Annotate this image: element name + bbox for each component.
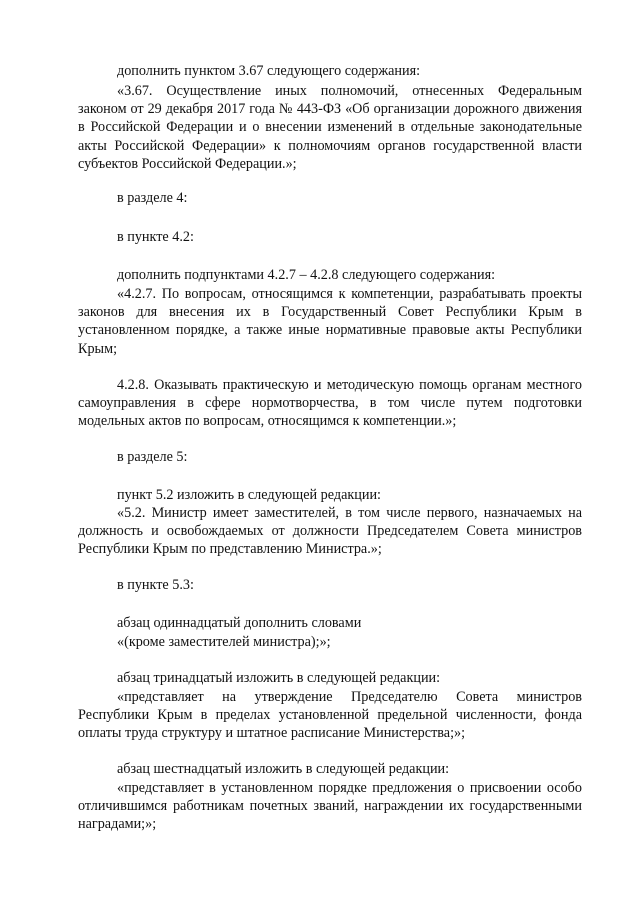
paragraph-amend-4-2-7-4-2-8: дополнить подпунктами 4.2.7 – 4.2.8 следующего содержания: xyxy=(117,267,496,283)
paragraph-section-5: в разделе 5: xyxy=(117,449,188,465)
paragraph-thirteenth-abzac-text: «представляет на утверждение Председателю Совета министров Республики Крым в пределах установленной предельной численности, фонда оплаты труда структуру и штатное расписание Министерства;»; xyxy=(78,689,582,742)
paragraph-thirteenth-abzac: абзац тринадцатый изложить в следующей редакции: xyxy=(117,670,441,686)
paragraph-eleventh-abzac: абзац одиннадцатый дополнить словами xyxy=(117,615,362,631)
paragraph-amend-3-67: дополнить пунктом 3.67 следующего содержания: xyxy=(117,63,421,79)
paragraph-3-67-text: «3.67. Осуществление иных полномочий, отнесенных Федеральным законом от 29 декабря 2017 года № 443-ФЗ «Об организации дорожного движения в Российской Федерации и о внесении изменений в отдельные законодательные акты Российской Федерации» к полномочиям органов государственной власти субъектов Российской Федерации.»; xyxy=(78,83,582,172)
paragraph-section-4: в разделе 4: xyxy=(117,190,188,206)
paragraph-4-2-7-text: «4.2.7. По вопросам, относящимся к компетенции, разрабатывать проекты законов для внесения их в Государственный Совет Республики Крым в установленном порядке, а также иные нормативные правовые акты Республики Крым; xyxy=(78,286,582,357)
paragraph-eleventh-abzac-text: «(кроме заместителей министра);»; xyxy=(117,634,331,650)
paragraph-5-2-text: «5.2. Министр имеет заместителей, в том числе первого, назначаемых на должность и освобождаемых от должности Председателем Совета министров Республики Крым по представлению Министра.»; xyxy=(78,505,582,558)
paragraph-item-5-3: в пункте 5.3: xyxy=(117,577,194,593)
paragraph-amend-5-2: пункт 5.2 изложить в следующей редакции: xyxy=(117,487,381,503)
paragraph-4-2-8-text: 4.2.8. Оказывать практическую и методическую помощь органам местного самоуправления в сфере нормотворчества, в том числе путем подготовки модельных актов по вопросам, относящимся к компетенции.»; xyxy=(78,377,582,430)
paragraph-item-4-2: в пункте 4.2: xyxy=(117,229,194,245)
paragraph-sixteenth-abzac: абзац шестнадцатый изложить в следующей редакции: xyxy=(117,761,450,777)
paragraph-sixteenth-abzac-text: «представляет в установленном порядке предложения о присвоении особо отличившимся работникам почетных званий, награждении их государственными наградами;»; xyxy=(78,780,582,833)
